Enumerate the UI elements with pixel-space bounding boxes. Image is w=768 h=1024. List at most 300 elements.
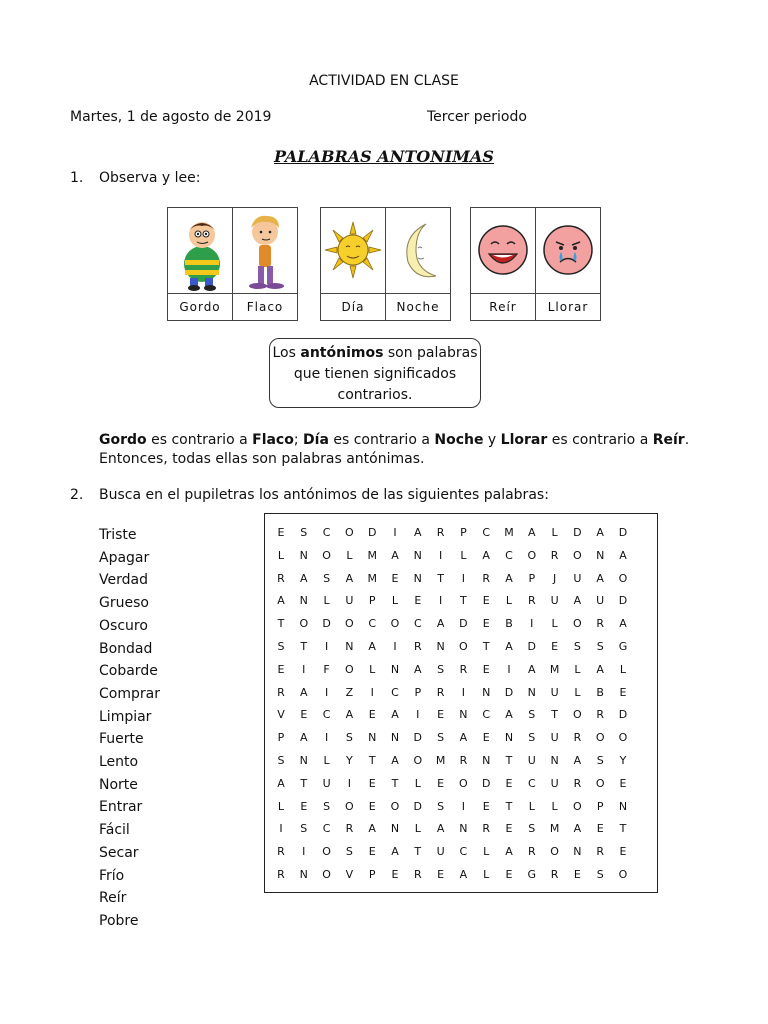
grid-letter[interactable]: I — [324, 640, 329, 653]
grid-letter[interactable]: S — [596, 640, 604, 653]
grid-letter[interactable]: C — [368, 617, 377, 631]
word-list-item: Apagar — [99, 549, 150, 566]
grid-letter[interactable]: U — [436, 845, 445, 859]
grid-letter[interactable]: O — [459, 640, 468, 653]
grid-letter[interactable]: T — [505, 754, 513, 767]
grid-letter[interactable]: A — [300, 731, 308, 745]
grid-letter[interactable]: B — [596, 685, 604, 699]
grid-letter[interactable]: P — [596, 799, 604, 813]
grid-letter[interactable]: T — [414, 845, 422, 859]
grid-letter[interactable]: M — [435, 754, 446, 767]
grid-letter[interactable]: I — [393, 640, 397, 653]
para-text: es contrario a — [328, 432, 435, 448]
grid-letter[interactable]: U — [322, 776, 331, 790]
grid-row — [265, 526, 659, 549]
para-word-flaco: Flaco — [252, 432, 294, 448]
grid-letter[interactable]: M — [549, 662, 560, 676]
grid-letter[interactable]: A — [505, 845, 513, 859]
word-list-item: Bondad — [99, 640, 153, 657]
grid-letter[interactable]: E — [619, 776, 627, 790]
grid-letter[interactable]: A — [300, 685, 308, 699]
grid-letter[interactable]: I — [324, 685, 329, 699]
grid-letter[interactable]: E — [482, 799, 490, 813]
grid-letter[interactable]: T — [551, 708, 558, 722]
grid-letter[interactable]: O — [595, 731, 605, 745]
grid-letter[interactable]: T — [460, 594, 467, 608]
grid-letter[interactable]: R — [413, 868, 422, 881]
grid-letter[interactable]: I — [507, 662, 511, 676]
grid-letter[interactable]: U — [573, 571, 582, 585]
grid-letter[interactable]: S — [528, 822, 536, 836]
grid-letter[interactable]: U — [550, 776, 559, 790]
grid-letter[interactable]: O — [390, 799, 400, 813]
grid-letter[interactable]: D — [618, 708, 628, 722]
cell-llorar — [536, 208, 600, 320]
grid-letter[interactable]: L — [323, 594, 330, 608]
para-line-2: Entonces, todas ellas son palabras antónimas. — [99, 451, 425, 467]
grid-letter[interactable]: V — [345, 868, 354, 881]
grid-letter[interactable]: L — [346, 548, 353, 562]
grid-letter[interactable]: L — [277, 548, 285, 562]
grid-letter[interactable]: A — [573, 594, 582, 608]
grid-letter[interactable]: Y — [619, 754, 627, 767]
grid-letter[interactable]: S — [300, 526, 308, 539]
grid-letter[interactable]: T — [391, 776, 399, 790]
grid-letter[interactable]: E — [482, 594, 490, 608]
grid-letter[interactable]: P — [277, 731, 285, 745]
para-word-gordo: Gordo — [99, 432, 147, 448]
grid-letter[interactable]: N — [390, 822, 400, 836]
grid-letter[interactable]: T — [437, 571, 444, 585]
grid-letter[interactable]: C — [505, 548, 513, 562]
para-word-reir: Reír — [652, 432, 685, 448]
grid-letter[interactable]: T — [300, 640, 308, 653]
grid-letter[interactable]: U — [527, 754, 536, 767]
grid-letter[interactable]: N — [596, 548, 605, 562]
grid-letter[interactable]: O — [573, 708, 582, 722]
grid-letter[interactable]: R — [596, 708, 605, 722]
grid-letter[interactable]: L — [505, 594, 513, 608]
grid-letter[interactable]: N — [459, 708, 468, 722]
label-gordo: Gordo — [168, 293, 232, 320]
grid-letter[interactable]: G — [527, 868, 537, 881]
grid-letter[interactable]: E — [505, 868, 513, 881]
grid-letter[interactable]: S — [323, 571, 331, 585]
grid-letter[interactable]: C — [391, 685, 399, 699]
grid-letter[interactable]: T — [277, 617, 285, 631]
grid-letter[interactable]: O — [345, 799, 354, 813]
grid-letter[interactable]: L — [528, 799, 535, 813]
grid-letter[interactable]: D — [413, 731, 423, 745]
grid-letter[interactable]: T — [482, 640, 490, 653]
grid-letter[interactable]: N — [573, 845, 582, 859]
word-list-item: Oscuro — [99, 617, 148, 634]
grid-letter[interactable]: T — [619, 822, 627, 836]
grid-row — [265, 640, 659, 663]
grid-letter[interactable]: S — [300, 822, 308, 836]
grid-letter[interactable]: O — [299, 617, 309, 631]
grid-letter[interactable]: D — [367, 526, 377, 539]
grid-letter[interactable]: R — [436, 526, 445, 539]
grid-letter[interactable]: A — [391, 708, 399, 722]
grid-letter[interactable]: S — [277, 754, 285, 767]
grid-letter[interactable]: C — [459, 845, 468, 859]
question-2-text: Busca en el pupiletras los antónimos de las siguientes palabras: — [99, 487, 549, 503]
grid-letter[interactable]: I — [279, 822, 283, 836]
grid-letter[interactable]: E — [573, 868, 581, 881]
grid-letter[interactable]: L — [414, 776, 421, 790]
grid-letter[interactable]: E — [368, 845, 376, 859]
grid-letter[interactable]: A — [505, 640, 513, 653]
grid-letter[interactable]: T — [300, 776, 308, 790]
grid-letter[interactable]: E — [505, 822, 513, 836]
grid-letter[interactable]: P — [460, 526, 467, 539]
word-list-item: Fuerte — [99, 731, 144, 748]
grid-letter[interactable]: A — [391, 548, 399, 562]
word-list-item: Secar — [99, 844, 139, 861]
grid-letter[interactable]: D — [618, 594, 628, 608]
grid-row — [265, 822, 659, 845]
grid-letter[interactable]: S — [345, 731, 353, 745]
grid-letter[interactable]: O — [573, 548, 582, 562]
grid-letter[interactable]: I — [461, 685, 466, 699]
grid-letter[interactable]: E — [619, 685, 627, 699]
question-1-number: 1. — [70, 170, 84, 186]
cell-reir — [471, 208, 536, 320]
section-heading: PALABRAS ANTONIMAS — [274, 147, 494, 166]
grid-letter[interactable]: A — [345, 708, 354, 722]
grid-letter[interactable]: R — [573, 776, 582, 790]
grid-letter[interactable]: A — [345, 571, 354, 585]
grid-letter[interactable]: S — [528, 731, 536, 745]
grid-letter[interactable]: L — [414, 822, 421, 836]
grid-letter[interactable]: A — [482, 548, 490, 562]
grid-letter[interactable]: G — [618, 640, 628, 653]
grid-letter[interactable]: E — [437, 776, 445, 790]
grid-letter[interactable]: N — [299, 754, 308, 767]
grid-letter[interactable]: V — [277, 708, 285, 722]
grid-letter[interactable]: N — [413, 548, 422, 562]
grid-letter[interactable]: O — [550, 845, 559, 859]
grid-letter[interactable]: E — [437, 708, 445, 722]
grid-letter[interactable]: I — [393, 526, 397, 539]
grid-letter[interactable]: U — [550, 685, 559, 699]
grid-letter[interactable]: A — [596, 662, 604, 676]
grid-letter[interactable]: R — [482, 571, 491, 585]
grid-letter[interactable]: I — [438, 594, 443, 608]
grid-letter[interactable]: R — [550, 868, 559, 881]
grid-letter[interactable]: P — [368, 594, 376, 608]
grid-letter[interactable]: S — [437, 662, 445, 676]
grid-letter[interactable]: C — [322, 526, 331, 539]
laughing-face-icon — [471, 208, 535, 293]
grid-letter[interactable]: N — [390, 662, 400, 676]
grid-letter[interactable]: N — [504, 731, 514, 745]
grid-letter[interactable]: E — [414, 594, 422, 608]
grid-letter[interactable]: A — [528, 526, 536, 539]
grid-letter[interactable]: A — [414, 662, 422, 676]
grid-letter[interactable]: E — [551, 640, 559, 653]
grid-letter[interactable]: R — [573, 731, 582, 745]
grid-letter[interactable]: O — [345, 617, 354, 631]
grid-letter[interactable]: I — [438, 548, 443, 562]
grid-letter[interactable]: L — [369, 662, 376, 676]
grid-letter[interactable]: E — [619, 845, 627, 859]
grid-letter[interactable]: A — [573, 754, 582, 767]
grid-letter[interactable]: I — [461, 571, 466, 585]
grid-letter[interactable]: O — [573, 799, 582, 813]
grid-letter[interactable]: R — [527, 594, 536, 608]
grid-letter[interactable]: P — [414, 685, 422, 699]
grid-letter[interactable]: O — [573, 617, 582, 631]
grid-letter[interactable]: N — [459, 822, 468, 836]
grid-letter[interactable]: E — [391, 571, 399, 585]
grid-row — [265, 868, 659, 891]
grid-letter[interactable]: I — [370, 685, 374, 699]
grid-letter[interactable]: D — [413, 799, 423, 813]
grid-letter[interactable]: D — [573, 526, 582, 539]
grid-letter[interactable]: R — [596, 845, 605, 859]
grid-letter[interactable]: L — [574, 662, 581, 676]
grid-letter[interactable]: E — [596, 822, 604, 836]
definition-box — [269, 338, 481, 408]
grid-letter[interactable]: J — [552, 571, 557, 585]
grid-letter[interactable]: R — [482, 822, 491, 836]
grid-letter[interactable]: E — [277, 526, 285, 539]
grid-letter[interactable]: E — [482, 617, 490, 631]
grid-letter[interactable]: R — [277, 571, 285, 585]
cell-flaco — [233, 208, 297, 320]
grid-letter[interactable]: D — [618, 526, 628, 539]
grid-letter[interactable]: S — [345, 845, 353, 859]
grid-letter[interactable]: O — [390, 617, 400, 631]
grid-letter[interactable]: A — [573, 822, 582, 836]
word-list-item: Entrar — [99, 799, 143, 816]
grid-letter[interactable]: D — [459, 617, 468, 631]
grid-letter[interactable]: C — [322, 708, 331, 722]
grid-letter[interactable]: T — [368, 754, 376, 767]
grid-letter[interactable]: Y — [346, 754, 353, 767]
period-text: Tercer periodo — [427, 109, 527, 125]
grid-letter[interactable]: M — [549, 822, 560, 836]
grid-letter[interactable]: R — [459, 754, 468, 767]
grid-letter[interactable]: A — [596, 526, 604, 539]
grid-letter[interactable]: U — [550, 594, 559, 608]
grid-letter[interactable]: O — [322, 868, 331, 881]
grid-letter[interactable]: N — [550, 754, 559, 767]
grid-letter[interactable]: S — [323, 799, 331, 813]
label-noche: Noche — [386, 293, 450, 320]
grid-letter[interactable]: A — [459, 731, 468, 745]
grid-letter[interactable]: B — [505, 617, 513, 631]
grid-letter[interactable]: E — [368, 776, 376, 790]
grid-letter[interactable]: P — [528, 571, 536, 585]
grid-letter[interactable]: L — [483, 868, 490, 881]
grid-letter[interactable]: N — [413, 571, 422, 585]
grid-letter[interactable]: P — [368, 868, 376, 881]
grid-letter[interactable]: E — [437, 868, 445, 881]
grid-letter[interactable]: M — [367, 571, 377, 585]
grid-letter[interactable]: N — [436, 640, 445, 653]
grid-letter[interactable]: A — [619, 548, 627, 562]
grid-letter[interactable]: O — [413, 754, 423, 767]
grid-letter[interactable]: A — [391, 845, 399, 859]
word-search-grid — [264, 513, 658, 893]
grid-letter[interactable]: A — [436, 617, 445, 631]
grid-letter[interactable]: L — [574, 685, 581, 699]
grid-letter[interactable]: S — [528, 708, 536, 722]
grid-letter[interactable]: E — [482, 731, 490, 745]
grid-letter[interactable]: L — [323, 754, 330, 767]
grid-letter[interactable]: R — [277, 868, 285, 881]
grid-letter[interactable]: I — [324, 731, 329, 745]
grid-letter[interactable]: A — [459, 868, 468, 881]
grid-letter[interactable]: L — [277, 799, 285, 813]
grid-letter[interactable]: A — [277, 776, 285, 790]
grid-letter[interactable]: I — [302, 845, 306, 859]
grid-letter[interactable]: N — [482, 754, 491, 767]
grid-letter[interactable]: R — [459, 662, 468, 676]
grid-letter[interactable]: E — [277, 662, 285, 676]
grid-letter[interactable]: E — [505, 776, 513, 790]
grid-letter[interactable]: A — [277, 594, 285, 608]
grid-letter[interactable]: O — [459, 776, 468, 790]
grid-letter[interactable]: O — [618, 731, 628, 745]
grid-letter[interactable]: D — [504, 685, 514, 699]
grid-letter[interactable]: O — [322, 548, 331, 562]
grid-letter[interactable]: N — [299, 594, 308, 608]
grid-letter[interactable]: O — [345, 526, 354, 539]
grid-letter[interactable]: L — [483, 845, 490, 859]
grid-row — [265, 754, 659, 777]
grid-letter[interactable]: A — [300, 571, 308, 585]
grid-letter[interactable]: A — [505, 571, 513, 585]
grid-letter[interactable]: Z — [345, 685, 354, 699]
para-word-dia: Día — [303, 432, 329, 448]
grid-letter[interactable]: A — [436, 822, 445, 836]
grid-letter[interactable]: L — [551, 526, 558, 539]
grid-letter[interactable]: I — [302, 662, 306, 676]
grid-letter[interactable]: O — [527, 548, 537, 562]
grid-letter[interactable]: M — [367, 548, 377, 562]
grid-letter[interactable]: N — [390, 731, 400, 745]
grid-letter[interactable]: L — [391, 594, 399, 608]
grid-letter[interactable]: A — [619, 617, 627, 631]
grid-letter[interactable]: C — [413, 617, 422, 631]
grid-letter[interactable]: I — [416, 708, 420, 722]
grid-letter[interactable]: R — [596, 617, 605, 631]
word-list-item: Lento — [99, 754, 139, 770]
grid-letter[interactable]: D — [481, 776, 491, 790]
word-list-item: Reír — [99, 890, 127, 907]
grid-row — [265, 617, 659, 640]
grid-letter[interactable]: C — [322, 822, 331, 836]
grid-letter[interactable]: R — [436, 685, 445, 699]
grid-letter[interactable]: I — [347, 776, 352, 790]
grid-letter[interactable]: C — [527, 776, 536, 790]
grid-letter[interactable]: U — [345, 594, 354, 608]
grid-letter[interactable]: O — [345, 662, 354, 676]
grid-letter[interactable]: E — [482, 662, 490, 676]
grid-letter[interactable]: M — [504, 526, 514, 539]
grid-letter[interactable]: O — [322, 845, 331, 859]
grid-letter[interactable]: R — [550, 548, 559, 562]
grid-letter[interactable]: C — [482, 526, 491, 539]
word-list-item: Pobre — [99, 912, 139, 929]
grid-letter[interactable]: U — [550, 731, 559, 745]
grid-letter[interactable]: A — [414, 526, 422, 539]
grid-letter[interactable]: L — [619, 662, 627, 676]
grid-letter[interactable]: S — [437, 731, 445, 745]
grid-letter[interactable]: R — [277, 845, 285, 859]
grid-letter[interactable]: O — [618, 571, 628, 585]
grid-letter[interactable]: E — [391, 868, 399, 881]
grid-letter[interactable]: N — [482, 685, 491, 699]
grid-letter[interactable]: E — [368, 708, 376, 722]
grid-letter[interactable]: L — [551, 617, 558, 631]
grid-letter[interactable]: U — [596, 594, 605, 608]
grid-letter[interactable]: N — [345, 640, 354, 653]
grid-letter[interactable]: N — [618, 799, 628, 813]
grid-letter[interactable]: N — [299, 548, 308, 562]
grid-letter[interactable]: S — [437, 799, 445, 813]
grid-letter[interactable]: S — [596, 754, 604, 767]
grid-letter[interactable]: R — [345, 822, 354, 836]
grid-letter[interactable]: A — [505, 708, 513, 722]
grid-letter[interactable]: A — [528, 662, 536, 676]
grid-letter[interactable]: T — [505, 799, 513, 813]
grid-letter[interactable]: S — [277, 640, 285, 653]
grid-row — [265, 800, 659, 823]
grid-letter[interactable]: I — [461, 799, 466, 813]
grid-letter[interactable]: E — [300, 799, 308, 813]
label-reir: Reír — [471, 293, 535, 320]
grid-letter[interactable]: N — [299, 868, 308, 881]
pair-card-reir-llorar — [470, 207, 601, 321]
grid-letter[interactable]: C — [482, 708, 491, 722]
word-list-item: Comprar — [99, 685, 160, 702]
grid-letter[interactable]: D — [527, 640, 537, 653]
grid-letter[interactable]: A — [368, 640, 376, 653]
word-list-item: Cobarde — [99, 663, 158, 680]
grid-letter[interactable]: E — [368, 799, 376, 813]
grid-letter[interactable]: S — [573, 640, 581, 653]
grid-letter[interactable]: E — [300, 708, 308, 722]
grid-letter[interactable]: O — [618, 868, 628, 881]
grid-letter[interactable]: L — [551, 799, 558, 813]
grid-letter[interactable]: O — [595, 776, 605, 790]
thin-boy-icon — [233, 208, 297, 293]
grid-letter[interactable]: I — [530, 617, 534, 631]
grid-letter[interactable]: A — [391, 754, 399, 767]
grid-letter[interactable]: S — [596, 868, 604, 881]
grid-letter[interactable]: A — [368, 822, 376, 836]
grid-letter[interactable]: R — [527, 845, 536, 859]
cell-noche — [386, 208, 450, 320]
grid-letter[interactable]: N — [527, 685, 536, 699]
grid-letter[interactable]: R — [277, 685, 285, 699]
word-list-item: Limpiar — [99, 708, 152, 725]
para-word-noche: Noche — [434, 432, 484, 448]
grid-letter[interactable]: N — [368, 731, 377, 745]
grid-letter[interactable]: D — [322, 617, 331, 631]
grid-letter[interactable]: L — [460, 548, 467, 562]
moon-icon — [386, 208, 450, 293]
grid-letter[interactable]: R — [413, 640, 422, 653]
grid-letter[interactable]: F — [323, 662, 330, 676]
crying-face-icon — [536, 208, 600, 293]
grid-letter[interactable]: A — [596, 571, 604, 585]
